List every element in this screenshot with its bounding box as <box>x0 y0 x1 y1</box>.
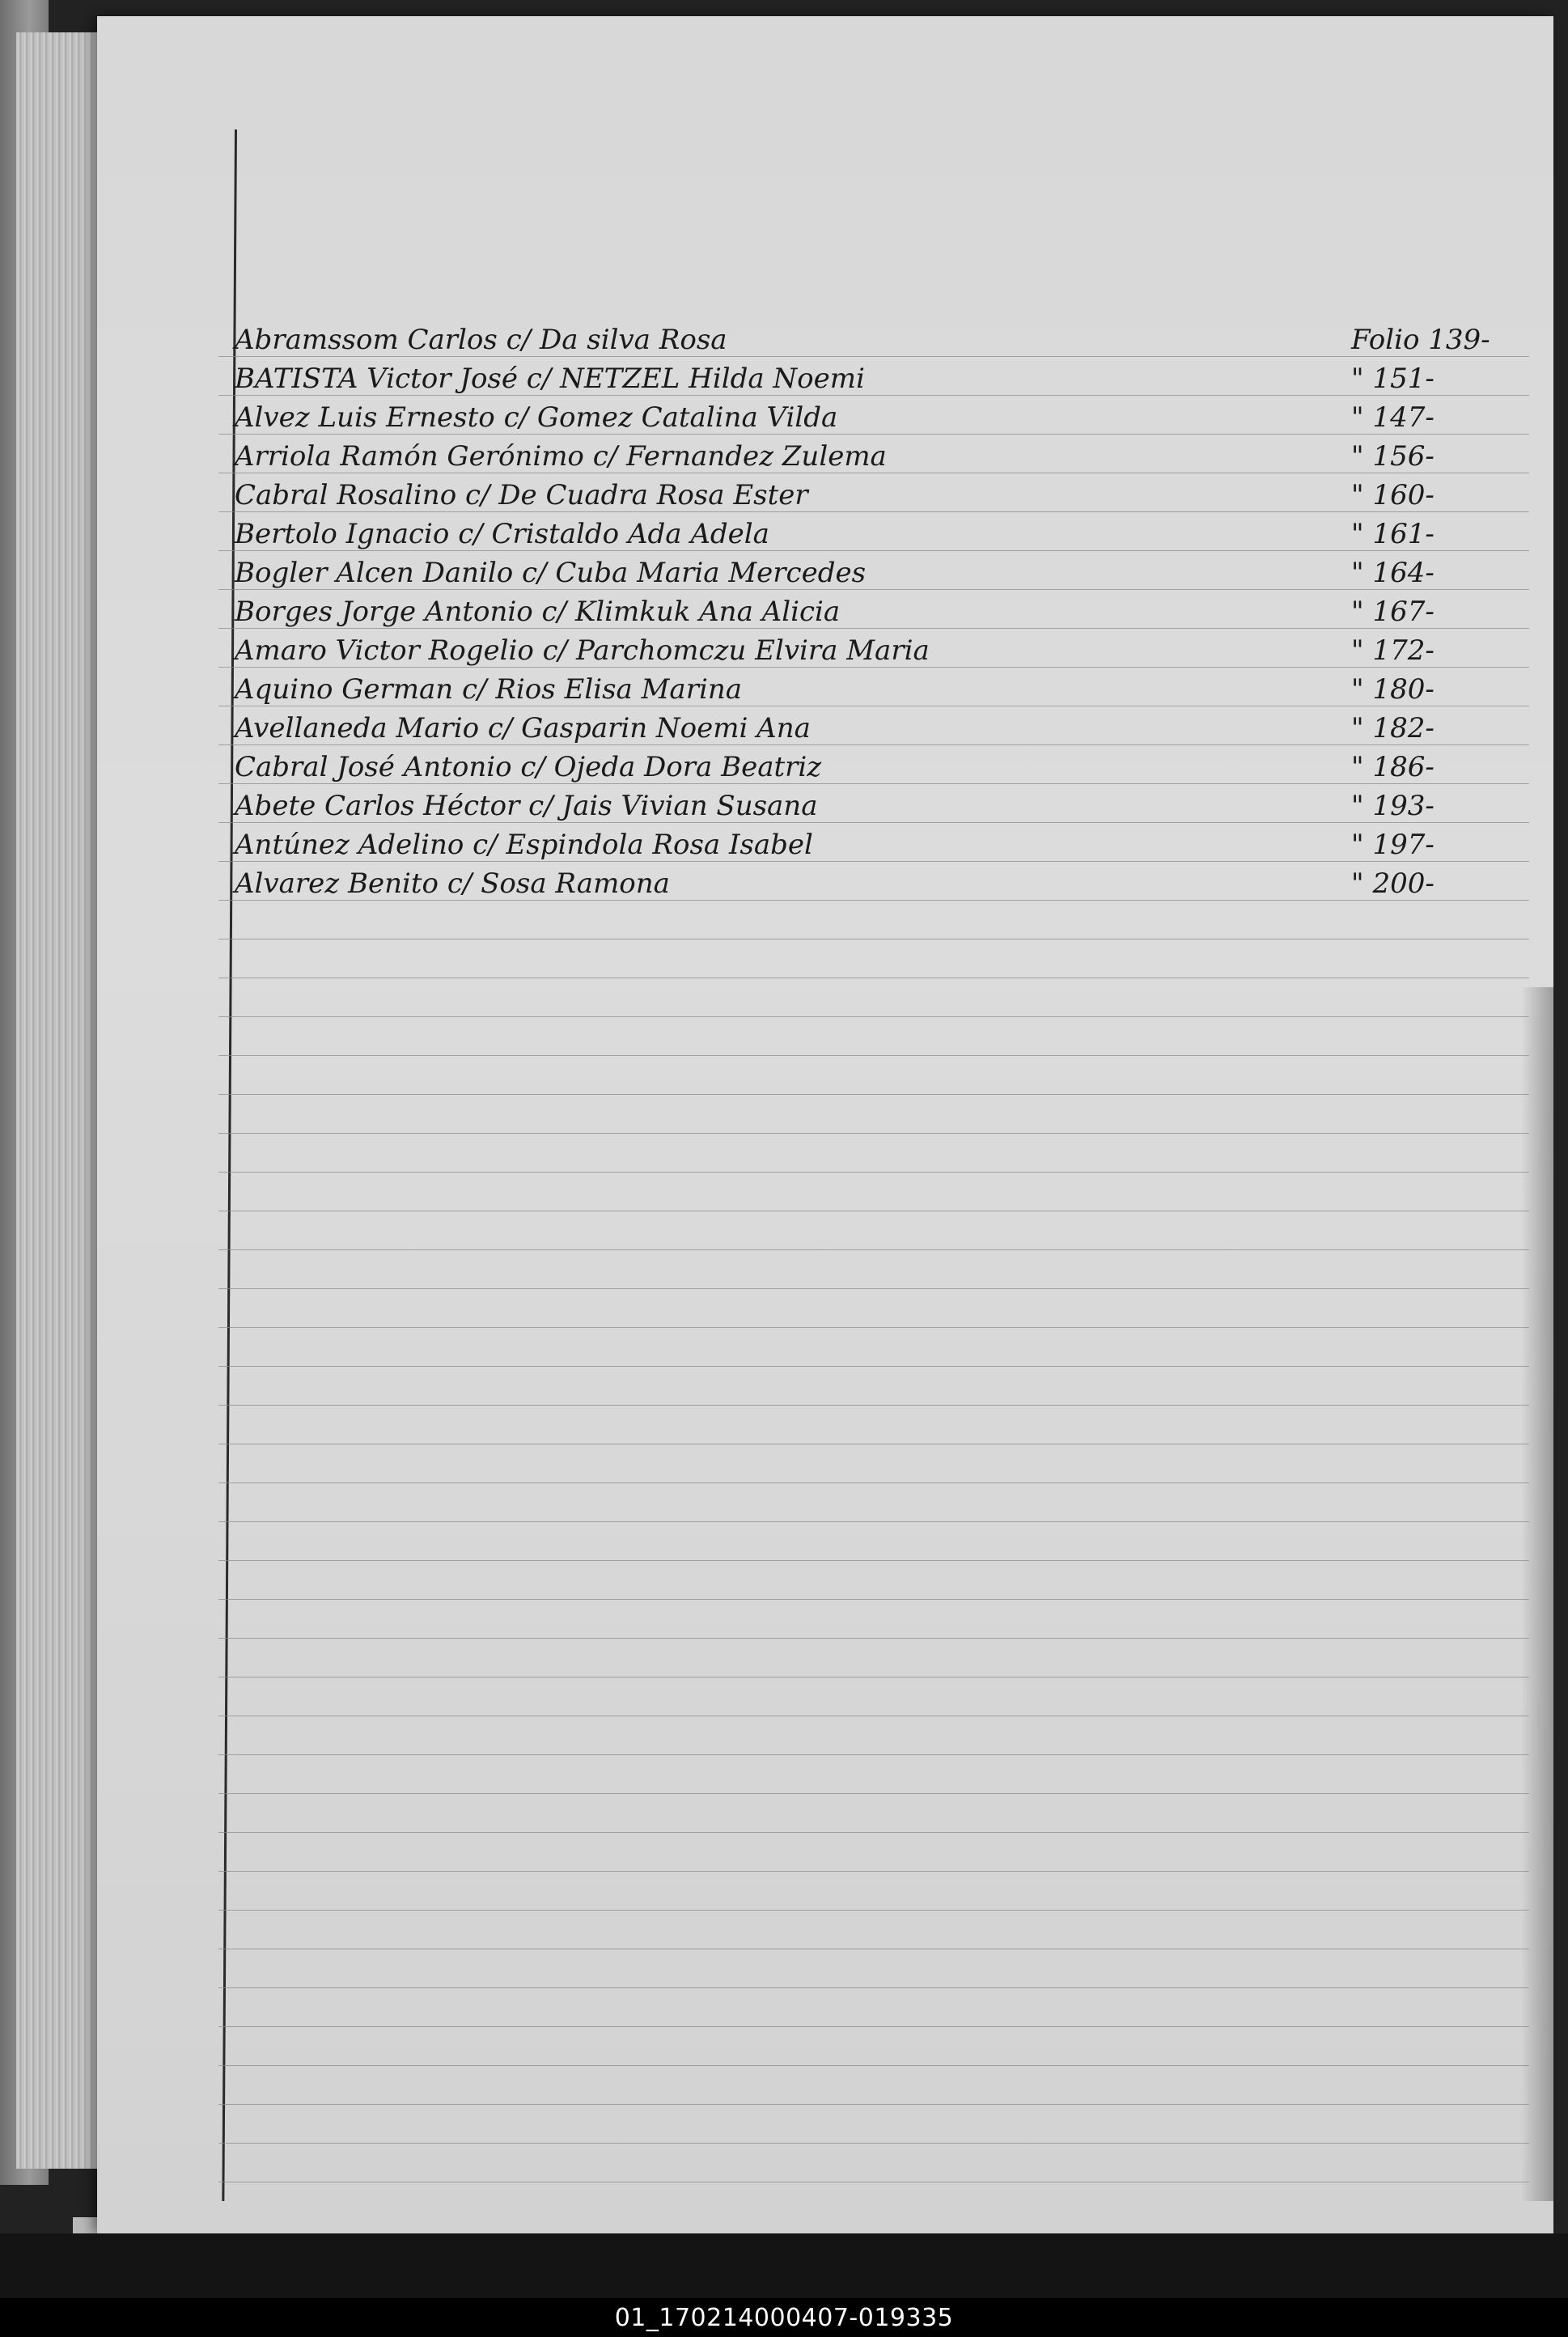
entry-names: Arriola Ramón Gerónimo c/ Fernandez Zulema <box>235 440 887 473</box>
entry-names: Borges Jorge Antonio c/ Klimkuk Ana Alicia <box>235 596 841 628</box>
book-page-edges <box>16 32 107 2169</box>
register-entries <box>97 16 1553 2233</box>
entry-names: Aquino German c/ Rios Elisa Marina <box>235 673 742 706</box>
register-entry <box>235 321 1513 358</box>
entry-names: Avellaneda Mario c/ Gasparin Noemi Ana <box>235 712 811 744</box>
entry-names: Cabral Rosalino c/ De Cuadra Rosa Ester <box>235 479 808 511</box>
entry-folio: " 167- <box>1351 596 1435 628</box>
entry-folio: " 193- <box>1351 790 1435 822</box>
entry-folio: " 172- <box>1351 634 1435 667</box>
register-entry <box>235 826 1513 863</box>
entry-names: BATISTA Victor José c/ NETZEL Hilda Noemi <box>235 363 865 395</box>
entry-folio: " 182- <box>1351 712 1435 744</box>
entry-names: Bogler Alcen Danilo c/ Cuba Maria Mercedes <box>235 557 867 589</box>
entry-names: Antúnez Adelino c/ Espindola Rosa Isabel <box>235 829 813 861</box>
register-entry <box>235 749 1513 786</box>
entry-folio: " 200- <box>1351 867 1435 900</box>
register-entry <box>235 632 1513 669</box>
register-entry <box>235 554 1513 592</box>
entry-folio: " 156- <box>1351 440 1435 473</box>
ledger-page <box>97 16 1553 2233</box>
entry-names: Bertolo Ignacio c/ Cristaldo Ada Adela <box>235 518 769 550</box>
image-id-label: 01_170214000407-019335 <box>614 2303 954 2332</box>
register-entry <box>235 787 1513 825</box>
register-entry <box>235 438 1513 475</box>
register-entry <box>235 671 1513 708</box>
register-entry <box>235 399 1513 436</box>
entry-folio: " 151- <box>1351 363 1435 395</box>
entry-folio: " 161- <box>1351 518 1435 550</box>
entry-names: Alvarez Benito c/ Sosa Ramona <box>235 867 670 900</box>
entry-folio: " 147- <box>1351 401 1435 434</box>
entry-names: Amaro Victor Rogelio c/ Parchomczu Elvira Maria <box>235 634 930 667</box>
entry-names: Abete Carlos Héctor c/ Jais Vivian Susana <box>235 790 818 822</box>
entry-names: Cabral José Antonio c/ Ojeda Dora Beatriz <box>235 751 822 783</box>
scan-bottom-shadow <box>0 2233 1568 2298</box>
register-entry <box>235 515 1513 553</box>
entry-folio: Folio 139- <box>1351 324 1490 356</box>
entry-names: Alvez Luis Ernesto c/ Gomez Catalina Vilda <box>235 401 838 434</box>
register-entry <box>235 477 1513 514</box>
entry-folio: " 186- <box>1351 751 1435 783</box>
register-entry <box>235 593 1513 630</box>
caption-bar <box>0 2298 1568 2337</box>
entry-folio: " 164- <box>1351 557 1435 589</box>
entry-folio: " 197- <box>1351 829 1435 861</box>
register-entry <box>235 710 1513 747</box>
entry-folio: " 160- <box>1351 479 1435 511</box>
entry-names: Abramssom Carlos c/ Da silva Rosa <box>235 324 727 356</box>
entry-folio: " 180- <box>1351 673 1435 706</box>
register-entry <box>235 360 1513 397</box>
register-entry <box>235 865 1513 902</box>
